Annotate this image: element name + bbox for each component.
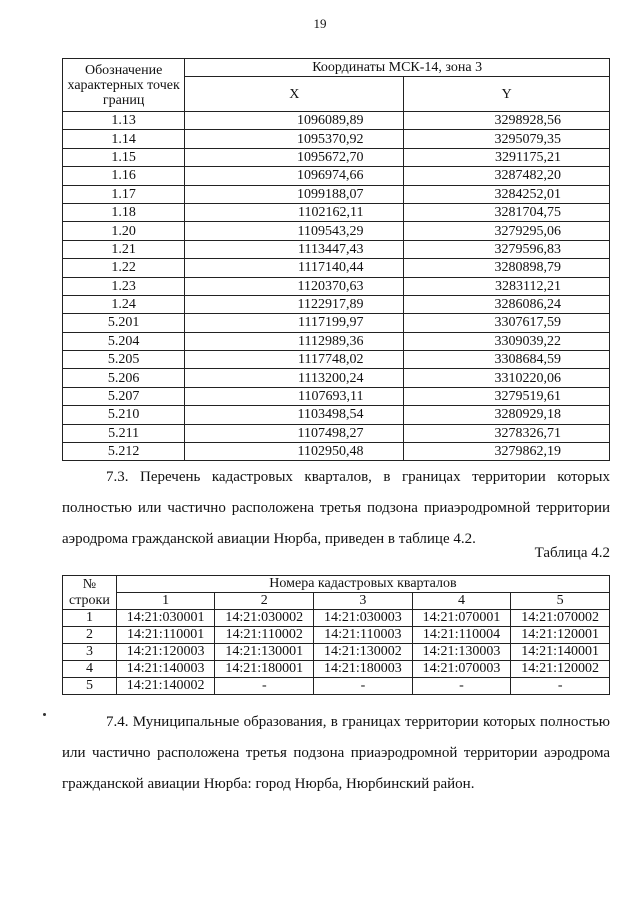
coordinates-table-body — [63, 112, 610, 461]
table-row — [63, 661, 610, 678]
column-number: 5 — [511, 593, 610, 610]
y-cell: 3298928,56 — [404, 112, 610, 130]
point-cell: 5.204 — [63, 332, 185, 350]
cadastral-block-cell: - — [511, 678, 610, 695]
header-point-designation: Обозначение характерных точек границ — [63, 59, 185, 112]
table-row — [63, 406, 610, 424]
x-cell: 1113200,24 — [185, 369, 404, 387]
table-row — [63, 167, 610, 185]
paragraph-line: гражданской авиации Нюрба: город Нюрба, Нюрбинский район. — [62, 776, 475, 792]
paragraph-line: 7.3. Перечень кадастровых кварталов, в границах территории которых — [106, 469, 610, 485]
table-row — [63, 627, 610, 644]
point-cell: 1.18 — [63, 203, 185, 221]
cadastral-blocks-table-body — [63, 610, 610, 695]
table-row — [63, 387, 610, 405]
table-caption: Таблица 4.2 — [534, 545, 610, 561]
x-cell: 1120370,63 — [185, 277, 404, 295]
point-cell: 1.21 — [63, 240, 185, 258]
point-cell: 5.210 — [63, 406, 185, 424]
y-cell: 3310220,06 — [404, 369, 610, 387]
column-number: 4 — [412, 593, 511, 610]
y-cell: 3284252,01 — [404, 185, 610, 203]
y-cell: 3307617,59 — [404, 314, 610, 332]
cadastral-block-cell: 14:21:030003 — [314, 610, 413, 627]
point-cell: 1.22 — [63, 259, 185, 277]
point-cell: 1.24 — [63, 295, 185, 313]
table-row — [63, 112, 610, 130]
header-y: Y — [404, 77, 610, 112]
y-cell: 3280929,18 — [404, 406, 610, 424]
cadastral-block-cell: 14:21:070002 — [511, 610, 610, 627]
table-row — [63, 277, 610, 295]
point-cell: 1.13 — [63, 112, 185, 130]
paragraph-7-3 — [62, 462, 610, 555]
point-cell: 5.201 — [63, 314, 185, 332]
cadastral-block-cell: - — [314, 678, 413, 695]
paragraph-line: полностью или частично расположена третья подзона приаэродромной территории — [62, 500, 610, 516]
point-cell: 1.17 — [63, 185, 185, 203]
x-cell: 1117748,02 — [185, 351, 404, 369]
table-row — [63, 314, 610, 332]
point-cell: 5.207 — [63, 387, 185, 405]
table-row — [63, 424, 610, 442]
point-cell: 5.211 — [63, 424, 185, 442]
scan-dot-mark — [43, 713, 46, 716]
y-cell: 3278326,71 — [404, 424, 610, 442]
cadastral-block-cell: - — [215, 678, 314, 695]
cadastral-block-cell: 14:21:180001 — [215, 661, 314, 678]
cadastral-block-cell: 14:21:110003 — [314, 627, 413, 644]
page-number: 19 — [313, 16, 327, 31]
header-row-number-line1: № — [82, 576, 97, 592]
y-cell: 3309039,22 — [404, 332, 610, 350]
column-number: 2 — [215, 593, 314, 610]
y-cell: 3281704,75 — [404, 203, 610, 221]
row-number-cell: 5 — [63, 678, 117, 695]
y-cell: 3279862,19 — [404, 443, 610, 461]
x-cell: 1112989,36 — [185, 332, 404, 350]
y-cell: 3295079,35 — [404, 130, 610, 148]
y-cell: 3308684,59 — [404, 351, 610, 369]
cadastral-block-cell: 14:21:140002 — [116, 678, 215, 695]
cadastral-block-cell: 14:21:140003 — [116, 661, 215, 678]
cadastral-block-cell: 14:21:120002 — [511, 661, 610, 678]
header-row-number — [63, 576, 117, 610]
table-row — [63, 644, 610, 661]
paragraph-line: или частично расположена третья подзона приаэродромной территории аэродрома — [62, 745, 610, 761]
table-row — [63, 222, 610, 240]
table-row — [63, 610, 610, 627]
table-row — [63, 295, 610, 313]
header-row-number-line2: строки — [69, 592, 110, 608]
table-row — [63, 259, 610, 277]
paragraph-line: 7.4. Муниципальные образования, в границах территории которых полностью — [106, 714, 610, 730]
cadastral-block-cell: 14:21:180003 — [314, 661, 413, 678]
y-cell: 3279295,06 — [404, 222, 610, 240]
header-coordinate-system: Координаты МСК-14, зона 3 — [185, 59, 610, 77]
x-cell: 1122917,89 — [185, 295, 404, 313]
column-number: 3 — [314, 593, 413, 610]
table-row — [63, 148, 610, 166]
cadastral-block-cell: 14:21:030002 — [215, 610, 314, 627]
x-cell: 1096974,66 — [185, 167, 404, 185]
table-row — [63, 240, 610, 258]
row-number-cell: 1 — [63, 610, 117, 627]
cadastral-block-cell: 14:21:120001 — [511, 627, 610, 644]
point-cell: 1.20 — [63, 222, 185, 240]
cadastral-block-cell: 14:21:110004 — [412, 627, 511, 644]
paragraph-7-4 — [62, 707, 610, 800]
x-cell: 1117199,97 — [185, 314, 404, 332]
header-cadastral-blocks: Номера кадастровых кварталов — [116, 576, 609, 593]
cadastral-block-cell: 14:21:130003 — [412, 644, 511, 661]
cadastral-block-cell: 14:21:140001 — [511, 644, 610, 661]
cadastral-block-cell: 14:21:110002 — [215, 627, 314, 644]
cadastral-block-cell: 14:21:070003 — [412, 661, 511, 678]
cadastral-block-cell: 14:21:130002 — [314, 644, 413, 661]
cadastral-block-cell: 14:21:120003 — [116, 644, 215, 661]
x-cell: 1117140,44 — [185, 259, 404, 277]
row-number-cell: 2 — [63, 627, 117, 644]
x-cell: 1096089,89 — [185, 112, 404, 130]
cadastral-block-cell: - — [412, 678, 511, 695]
x-cell: 1107498,27 — [185, 424, 404, 442]
row-number-cell: 3 — [63, 644, 117, 661]
header-x: X — [185, 77, 404, 112]
table-row — [63, 185, 610, 203]
x-cell: 1107693,11 — [185, 387, 404, 405]
point-cell: 5.206 — [63, 369, 185, 387]
y-cell: 3286086,24 — [404, 295, 610, 313]
cadastral-block-cell: 14:21:110001 — [116, 627, 215, 644]
table-row — [63, 332, 610, 350]
x-cell: 1095672,70 — [185, 148, 404, 166]
x-cell: 1102162,11 — [185, 203, 404, 221]
x-cell: 1109543,29 — [185, 222, 404, 240]
table-row — [63, 130, 610, 148]
y-cell: 3279596,83 — [404, 240, 610, 258]
x-cell: 1103498,54 — [185, 406, 404, 424]
y-cell: 3280898,79 — [404, 259, 610, 277]
cadastral-block-cell: 14:21:030001 — [116, 610, 215, 627]
point-cell: 1.16 — [63, 167, 185, 185]
table-row — [63, 351, 610, 369]
point-cell: 1.15 — [63, 148, 185, 166]
y-cell: 3279519,61 — [404, 387, 610, 405]
row-number-cell: 4 — [63, 661, 117, 678]
table-row — [63, 203, 610, 221]
point-cell: 1.23 — [63, 277, 185, 295]
table-row — [63, 678, 610, 695]
cadastral-block-cell: 14:21:130001 — [215, 644, 314, 661]
point-cell: 5.205 — [63, 351, 185, 369]
point-cell: 5.212 — [63, 443, 185, 461]
table-row — [63, 443, 610, 461]
x-cell: 1099188,07 — [185, 185, 404, 203]
x-cell: 1095370,92 — [185, 130, 404, 148]
paragraph-line: аэродрома гражданской авиации Нюрба, приведен в таблице 4.2. — [62, 531, 476, 547]
column-number: 1 — [116, 593, 215, 610]
table-row — [63, 369, 610, 387]
cadastral-blocks-table — [62, 575, 610, 695]
coordinates-table — [62, 58, 610, 461]
y-cell: 3291175,21 — [404, 148, 610, 166]
y-cell: 3283112,21 — [404, 277, 610, 295]
y-cell: 3287482,20 — [404, 167, 610, 185]
x-cell: 1102950,48 — [185, 443, 404, 461]
x-cell: 1113447,43 — [185, 240, 404, 258]
cadastral-block-cell: 14:21:070001 — [412, 610, 511, 627]
point-cell: 1.14 — [63, 130, 185, 148]
